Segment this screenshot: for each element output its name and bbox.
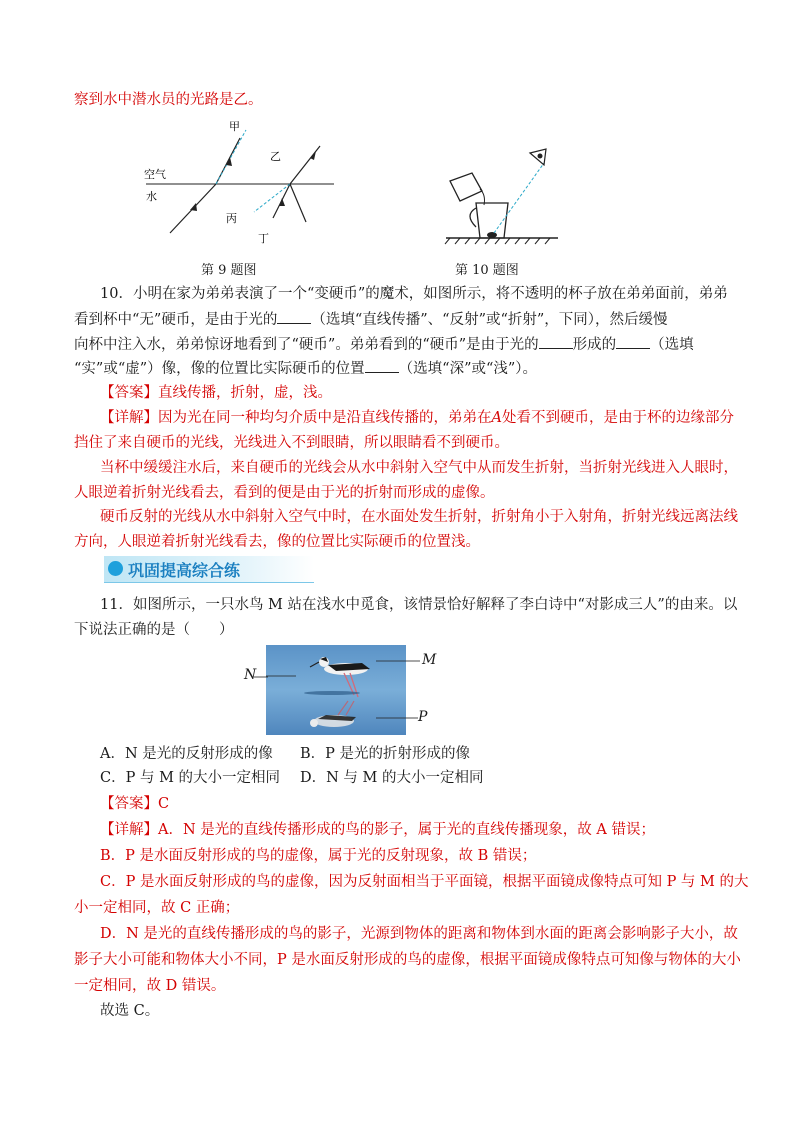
figure-9-diagram <box>140 118 340 248</box>
q11-answer: 【答案】C <box>100 796 170 812</box>
q10-detail6: 方向，人眼逆着折射光线看去，像的位置比实际硬币的位置浅。 <box>74 534 480 550</box>
intro-line: 察到水中潜水员的光路是乙。 <box>74 92 263 108</box>
q10-detail5: 硬币反射的光线从水中斜射入空气中时，在水面处发生折射，折射角小于入射角，折射光线远离法线 <box>100 509 738 525</box>
section-header <box>104 556 314 583</box>
leader-n <box>254 676 268 678</box>
label-jia: 甲 <box>229 120 240 133</box>
coin-icon <box>487 232 497 238</box>
figure-10-caption: 第 10 题图 <box>455 263 519 278</box>
ray-ding <box>290 184 306 222</box>
section-title: 巩固提高综合练 <box>128 561 241 580</box>
blank-3 <box>616 334 650 349</box>
label-yi: 乙 <box>270 150 281 163</box>
q11-detail-d1: D．N 是光的直线传播形成的鸟的影子，光源到物体的距离和物体到水面的距离会影响影子大小，故 <box>100 926 738 942</box>
figure-10-diagram <box>432 145 572 245</box>
q11-line2: 下说法正确的是（ ） <box>74 622 234 638</box>
q11-detail-c2: 小一定相同，故 C 正确； <box>74 900 240 916</box>
label-n: N <box>244 667 257 683</box>
label-m: M <box>422 652 437 668</box>
eye-icon <box>530 149 546 165</box>
q11-line1: 11．如图所示，一只水鸟 M 站在浅水中觅食，该情景恰好解释了李白诗中“对影成三人”的由来。以 <box>100 597 738 613</box>
q11-detail-a: 【详解】A．N 是光的直线传播形成的鸟的影子，属于光的直线传播现象，故 A 错误； <box>100 822 655 838</box>
blank-2 <box>539 334 573 349</box>
leader-p <box>406 717 418 719</box>
label-air: 空气 <box>144 168 166 181</box>
option-d: D．N 与 M 的大小一定相同 <box>300 770 484 786</box>
q10-detail3: 当杯中缓缓注水后，来自硬币的光线会从水中斜射入空气中从而发生折射，当折射光线进入人眼时， <box>100 460 738 476</box>
blank-4 <box>365 358 399 373</box>
figure-9-caption: 第 9 题图 <box>201 263 257 278</box>
q10-detail1: 【详解】因为光在同一种均匀介质中是沿直线传播的，弟弟在A处看不到硬币，是由于杯的边缘部分 <box>100 410 734 426</box>
bird-photo <box>266 645 406 735</box>
option-c: C．P 与 M 的大小一定相同 <box>100 770 281 786</box>
q11-conclusion: 故选 C。 <box>100 1003 160 1019</box>
q10-line4: “实”或“虚”）像，像的位置比实际硬币的位置 （选填“深”或“浅”）。 <box>74 358 537 379</box>
leader-m <box>406 660 420 662</box>
q10-line2: 看到杯中“无”硬币，是由于光的 （选填“直线传播”、“反射”或“折射”，下同），然后缓慢 <box>74 309 668 330</box>
q11-detail-d2: 影子大小可能和物体大小不同，P 是水面反射形成的鸟的虚像，根据平面镜成像特点可知像与物体的大小 <box>74 952 741 968</box>
bullet-icon <box>108 561 123 576</box>
q11-detail-d3: 一定相同，故 D 错误。 <box>74 978 226 994</box>
label-bing: 丙 <box>226 212 237 225</box>
label-water: 水 <box>146 190 157 203</box>
q10-line1: 10．小明在家为弟弟表演了一个“变硬币”的魔术，如图所示，将不透明的杯子放在弟弟面前，弟弟 <box>100 286 728 302</box>
blank-1 <box>277 309 311 324</box>
q10-detail4: 人眼逆着折射光线看去，看到的便是由于光的折射而形成的虚像。 <box>74 485 495 501</box>
ray-yi-extension <box>254 184 290 212</box>
q11-detail-b: B．P 是水面反射形成的鸟的虚像，属于光的反射现象，故 B 错误； <box>100 848 537 864</box>
q10-answer: 【答案】直线传播，折射，虚，浅。 <box>100 385 332 401</box>
option-b: B．P 是光的折射形成的像 <box>300 746 471 762</box>
label-ding: 丁 <box>258 232 269 245</box>
q10-detail2: 挡住了来自硬币的光线，光线进入不到眼睛，所以眼睛看不到硬币。 <box>74 435 509 451</box>
q10-line3: 向杯中注入水，弟弟惊讶地看到了“硬币”。弟弟看到的“硬币”是由于光的 形成的 （选填 <box>74 334 694 355</box>
option-a: A．N 是光的反射形成的像 <box>100 746 273 762</box>
label-p: P <box>418 709 428 725</box>
q11-detail-c1: C．P 是水面反射形成的鸟的虚像，因为反射面相当于平面镜，根据平面镜成像特点可知 P 与 M 的大 <box>100 874 749 890</box>
